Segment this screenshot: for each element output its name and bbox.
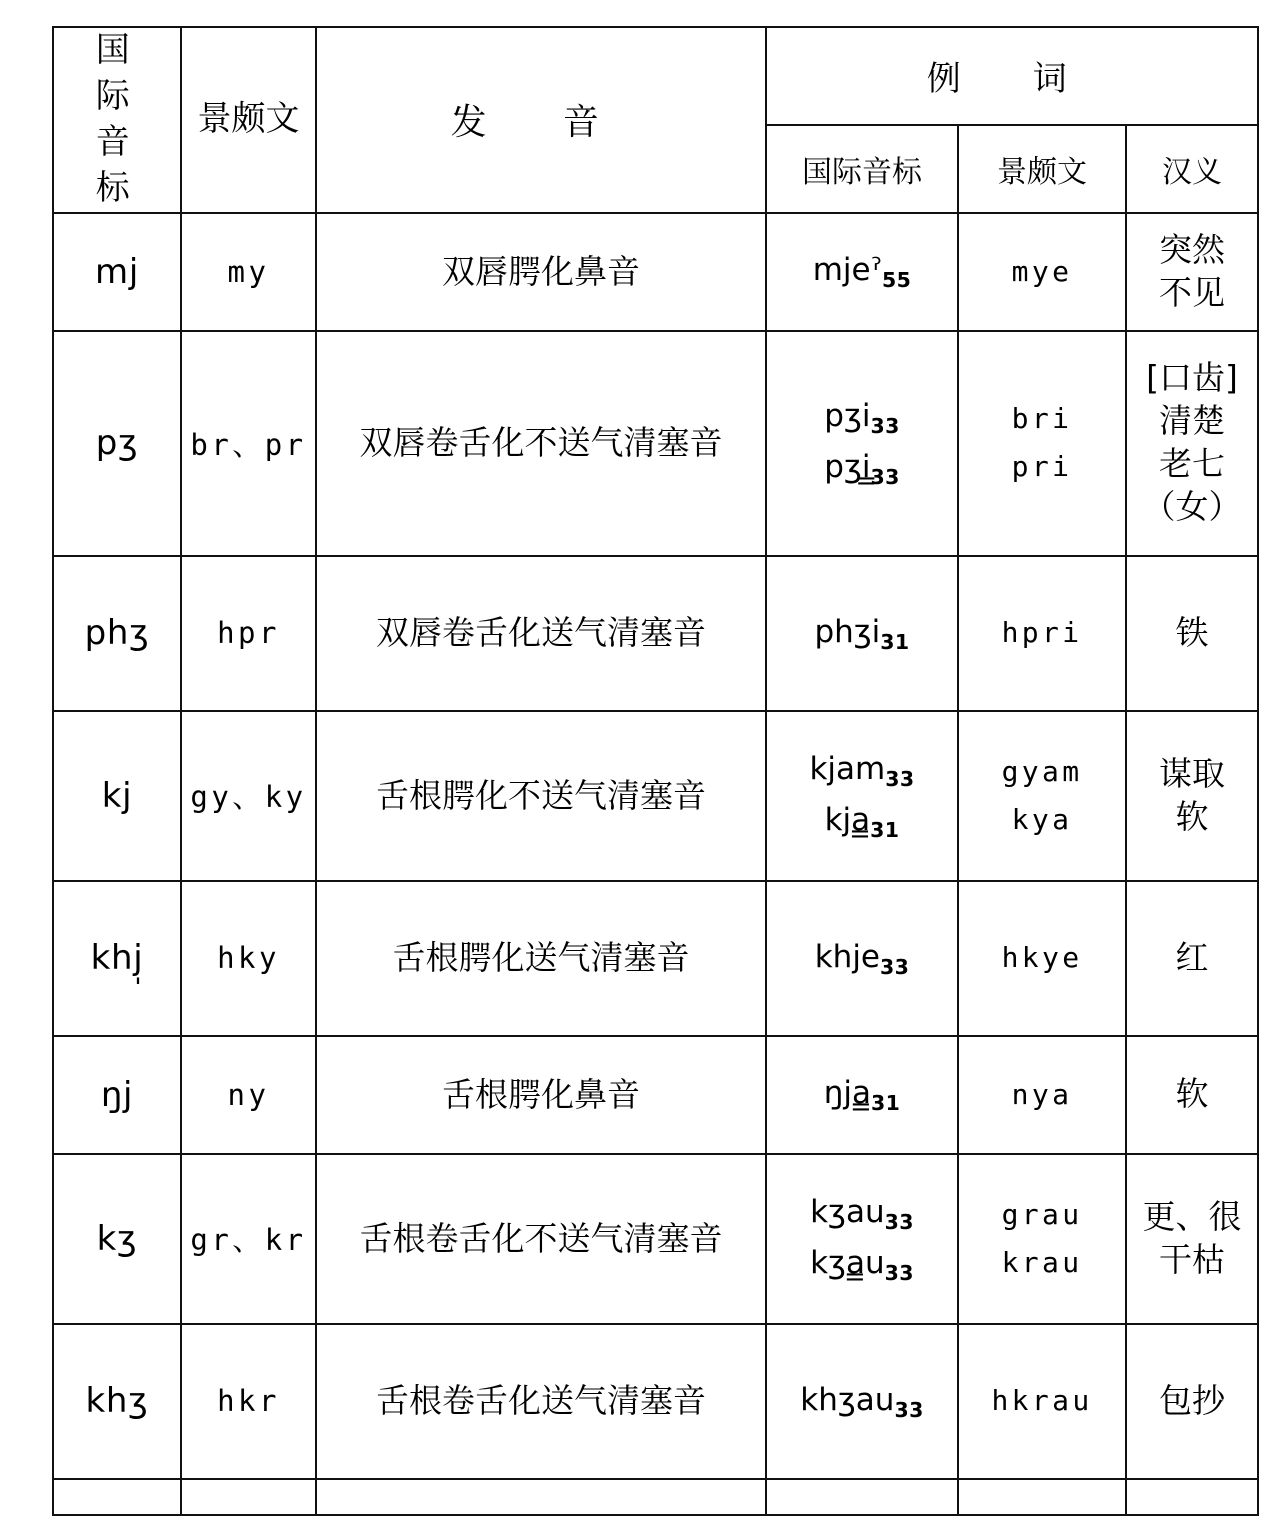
phonetics-table	[52, 26, 1259, 1516]
cell-example-jingpo: gyam kya	[958, 711, 1126, 881]
cell-ipa: khʒ	[53, 1324, 181, 1479]
cell-pronunciation: 舌根腭化不送气清塞音	[316, 711, 766, 881]
cell-chinese: 铁	[1126, 556, 1258, 711]
cell-example-ipa: kʒau$_{33}$ $kʒa̳u_{33}$	[766, 1154, 958, 1324]
cell-jingpo: hkr	[181, 1324, 316, 1479]
cell-pronunciation: 舌根腭化送气清塞音	[316, 881, 766, 1036]
cell-pronunciation: 舌根腭化鼻音	[316, 1036, 766, 1154]
cell-example-jingpo: grau krau	[958, 1154, 1126, 1324]
cell-example-jingpo: nya	[958, 1036, 1126, 1154]
cell-jingpo: hpr	[181, 556, 316, 711]
table-body	[53, 213, 1258, 1515]
header-pronunciation: 发 音	[316, 27, 766, 213]
cell-jingpo: br、pr	[181, 331, 316, 556]
cell-example-ipa: mjeˀ$_{55}$	[766, 213, 958, 331]
cell-example-jingpo: hkrau	[958, 1324, 1126, 1479]
cell-chinese: 包抄	[1126, 1324, 1258, 1479]
cell-chinese: 红	[1126, 881, 1258, 1036]
cell-example-ipa: $ŋja̳_{31}$	[766, 1036, 958, 1154]
table-row	[53, 1154, 1258, 1324]
cell-example-jingpo: bri pri	[958, 331, 1126, 556]
table-row	[53, 213, 1258, 331]
table-header	[53, 27, 1258, 213]
cell-jingpo: gr、kr	[181, 1154, 316, 1324]
table-row	[53, 711, 1258, 881]
cell-example-jingpo: mye	[958, 213, 1126, 331]
header-row-top	[53, 27, 1258, 125]
header-example-jingpo: 景颇文	[958, 125, 1126, 213]
header-examples-group: 例 词	[766, 27, 1258, 125]
table-row	[53, 881, 1258, 1036]
header-ipa: 国 际 音 标	[53, 27, 181, 213]
table-row	[53, 1324, 1258, 1479]
header-jingpo: 景颇文	[181, 27, 316, 213]
bottom-cell	[958, 1479, 1126, 1515]
cell-chinese: 谋取 软	[1126, 711, 1258, 881]
cell-ipa: ŋj	[53, 1036, 181, 1154]
cell-example-ipa: kjam$_{33}$ $kja̳_{31}$	[766, 711, 958, 881]
cell-pronunciation: 舌根卷舌化送气清塞音	[316, 1324, 766, 1479]
cell-jingpo: hky	[181, 881, 316, 1036]
cell-pronunciation: 双唇卷舌化送气清塞音	[316, 556, 766, 711]
cell-chinese: 更、很 干枯	[1126, 1154, 1258, 1324]
bottom-cell	[1126, 1479, 1258, 1515]
bottom-cell	[316, 1479, 766, 1515]
bottom-cell	[766, 1479, 958, 1515]
cell-example-ipa: pʒi$_{33}$ $pʒi̳_{33}$	[766, 331, 958, 556]
cell-jingpo: gy、ky	[181, 711, 316, 881]
cell-pronunciation: 双唇卷舌化不送气清塞音	[316, 331, 766, 556]
bottom-cell	[181, 1479, 316, 1515]
cell-example-ipa: khje$_{33}$	[766, 881, 958, 1036]
cell-chinese: 突然 不见	[1126, 213, 1258, 331]
cell-pronunciation: 舌根卷舌化不送气清塞音	[316, 1154, 766, 1324]
table-row	[53, 556, 1258, 711]
header-example-chinese: 汉义	[1126, 125, 1258, 213]
cell-ipa: kj	[53, 711, 181, 881]
table-bottom-strip	[53, 1479, 1258, 1515]
cell-ipa: khj̩	[53, 881, 181, 1036]
cell-chinese: [口齿] 清楚 老七 （女）	[1126, 331, 1258, 556]
cell-example-jingpo: hkye	[958, 881, 1126, 1036]
cell-ipa: kʒ	[53, 1154, 181, 1324]
bottom-cell	[53, 1479, 181, 1515]
cell-chinese: 软	[1126, 1036, 1258, 1154]
cell-jingpo: ny	[181, 1036, 316, 1154]
cell-ipa: phʒ	[53, 556, 181, 711]
cell-jingpo: my	[181, 213, 316, 331]
cell-example-jingpo: hpri	[958, 556, 1126, 711]
cell-ipa: mj	[53, 213, 181, 331]
cell-ipa: pʒ	[53, 331, 181, 556]
table-row	[53, 1036, 1258, 1154]
cell-example-ipa: khʒau$_{33}$	[766, 1324, 958, 1479]
header-example-ipa: 国际音标	[766, 125, 958, 213]
table-row	[53, 331, 1258, 556]
cell-pronunciation: 双唇腭化鼻音	[316, 213, 766, 331]
cell-example-ipa: phʒi$_{31}$	[766, 556, 958, 711]
